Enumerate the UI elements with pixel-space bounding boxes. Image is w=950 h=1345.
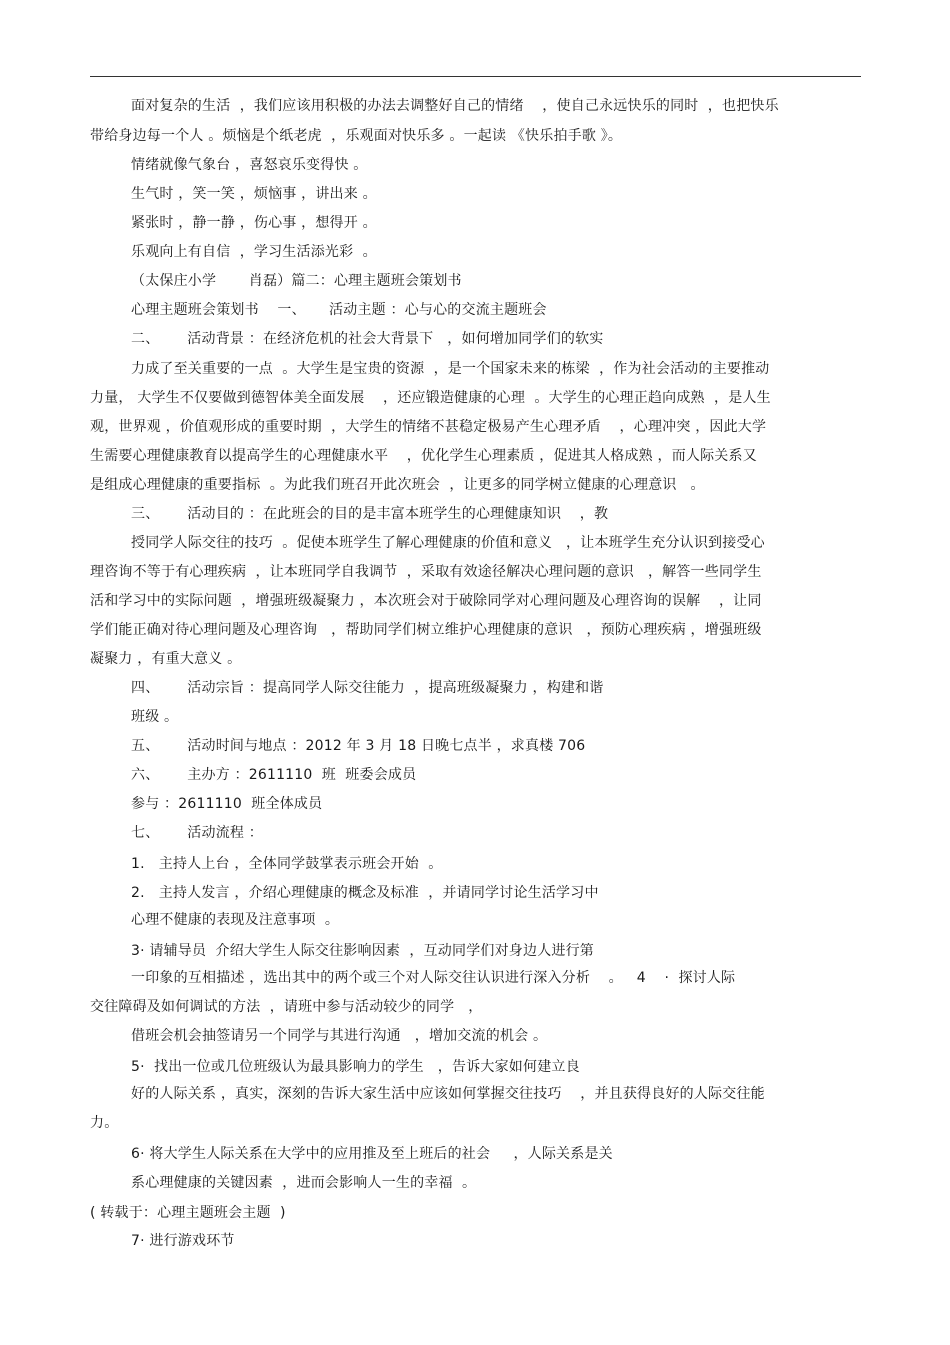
text-line: 生需要心理健康教育以提高学生的心理健康水平 ，优化学生心理素质 ，促进其人格成熟 ，而人际关系又 [90, 448, 757, 464]
text-line: 系心理健康的关键因素 ，进而会影响人一生的幸福 。 [131, 1175, 477, 1191]
text-line: 5· 找出一位或几位班级认为最具影响力的学生 ，告诉大家如何建立良 [131, 1059, 580, 1075]
text-line: 学们能正确对待心理问题及心理咨询 ，帮助同学们树立维护心理健康的意识 ，预防心理疾病 ，增强班级 [90, 622, 762, 638]
text-line: 三、 活动目的 ：在此班会的目的是丰富本班学生的心理健康知识 ，教 [131, 506, 609, 522]
text-line: 力成了至关重要的一点 。大学生是宝贵的资源 ，是一个国家未来的栋梁 ，作为社会活动的主要推动 [131, 361, 770, 377]
text-line: 凝聚力 ，有重大意义 。 [90, 651, 242, 667]
text-line: 授同学人际交往的技巧 。促使本班学生了解心理健康的价值和意义 ，让本班学生充分认识到接受心 [131, 535, 765, 551]
text-line: 3· 请辅导员 介绍大学生人际交往影响因素 ，互动同学们对身边人进行第 [131, 943, 595, 959]
text-line: 七、 活动流程 ： [131, 825, 263, 841]
text-line: ( 转载于：心理主题班会主题 ) [90, 1205, 286, 1221]
text-line: 1. 主持人上台 ，全体同学鼓掌表示班会开始 。 [131, 856, 443, 872]
text-line: 力。 [90, 1115, 119, 1131]
text-line: 五、 活动时间与地点 ：2012 年 3 月 18 日晚七点半 ，求真楼 706 [131, 738, 586, 754]
text-line: 面对复杂的生活 ，我们应该用积极的办法去调整好自己的情绪 ，使自己永远快乐的同时 ，也把快乐 [131, 98, 779, 114]
text-line: 四、 活动宗旨 ：提高同学人际交往能力 ，提高班级凝聚力 ，构建和谐 [131, 680, 604, 696]
text-line: 心理不健康的表现及注意事项 。 [131, 912, 340, 928]
text-line: 情绪就像气象台 ，喜怒哀乐变得快 。 [131, 157, 368, 173]
text-line: 一印象的互相描述 ，选出其中的两个或三个对人际交往认识进行深入分析 。 4 · 探讨人际 [131, 970, 736, 986]
text-line: 力量， 大学生不仅要做到德智体美全面发展 ，还应锻造健康的心理 。大学生的心理正趋向成熟 ，是人生 [90, 390, 771, 406]
text-line: 借班会机会抽签请另一个同学与其进行沟通 ，增加交流的机会 。 [131, 1028, 548, 1044]
text-line: 交往障碍及如何调试的方法 ，请班中参与活动较少的同学 ， [90, 999, 483, 1015]
text-line: 观，世界观 ，价值观形成的重要时期 ，大学生的情绪不甚稳定极易产生心理矛盾 ，心理冲突 ，因此大学 [90, 419, 767, 435]
text-line: 心理主题班会策划书 一、 活动主题 ：心与心的交流主题班会 [131, 302, 547, 318]
text-line: 生气时 ，笑一笑 ，烦恼事 ，讲出来 。 [131, 186, 377, 202]
text-line: 活和学习中的实际问题 ，增强班级凝聚力 ，本次班会对于破除同学对心理问题及心理咨询的误解 ，让同 [90, 593, 762, 609]
header-rule [90, 76, 861, 77]
text-line: 是组成心理健康的重要指标 。为此我们班召开此次班会 ，让更多的同学树立健康的心理意识 。 [90, 477, 705, 493]
text-line: 二、 活动背景 ：在经济危机的社会大背景下 ，如何增加同学们的软实 [131, 331, 604, 347]
text-line: 理咨询不等于有心理疾病 ，让本班同学自我调节 ，采取有效途径解决心理问题的意识 ，解答一些同学生 [90, 564, 762, 580]
text-line: 带给身边每一个人 。烦恼是个纸老虎 ，乐观面对快乐多 。一起读 《快乐拍手歌 》。 [90, 128, 623, 144]
text-line: 六、 主办方 ：2611110 班 班委会成员 [131, 767, 417, 783]
text-line: 好的人际关系 ，真实，深刻的告诉大家生活中应该如何掌握交往技巧 ，并且获得良好的人际交往能 [131, 1086, 765, 1102]
text-line: 乐观向上有自信 ，学习生活添光彩 。 [131, 244, 377, 260]
text-line: 紧张时 ，静一静 ，伤心事 ，想得开 。 [131, 215, 377, 231]
text-line: 7· 进行游戏环节 [131, 1233, 235, 1249]
text-line: 班级 。 [131, 709, 179, 725]
text-line: 2. 主持人发言 ，介绍心理健康的概念及标准 ，并请同学讨论生活学习中 [131, 885, 599, 901]
text-line: 6· 将大学生人际关系在大学中的应用推及至上班后的社会 ，人际关系是关 [131, 1146, 613, 1162]
text-line: 参与 ：2611110 班全体成员 [131, 796, 323, 812]
text-line: （太保庄小学 肖磊）篇二：心理主题班会策划书 [131, 273, 462, 289]
